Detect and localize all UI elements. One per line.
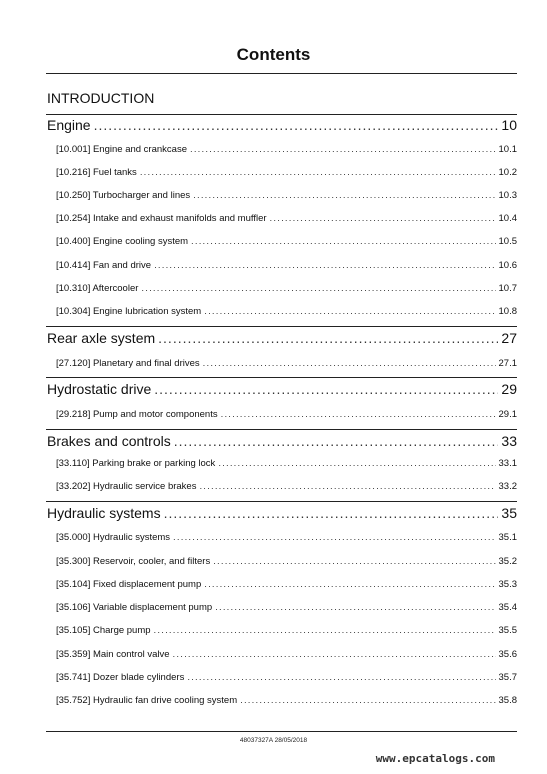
entry-page: 27.1 <box>498 358 517 369</box>
toc-entry-35-300[interactable] <box>56 556 517 567</box>
dot-leader <box>215 602 495 613</box>
dot-leader <box>218 458 495 469</box>
entry-page: 35.2 <box>498 556 517 567</box>
entry-title: [35.104] Fixed displacement pump <box>56 579 202 590</box>
entry-title: [35.106] Variable displacement pump <box>56 602 213 613</box>
toc-entry-35-106[interactable] <box>56 602 517 613</box>
entry-page: 10.8 <box>498 306 517 317</box>
dot-leader <box>187 672 495 683</box>
toc-entry-10-250[interactable] <box>56 190 517 201</box>
toc-entry-35-741[interactable] <box>56 672 517 683</box>
toc-entry-27-120[interactable] <box>56 358 517 369</box>
entry-title: [10.400] Engine cooling system <box>56 236 189 247</box>
toc-entry-10-216[interactable] <box>56 167 517 178</box>
dot-leader <box>154 381 498 397</box>
toc-entry-33-202[interactable] <box>56 481 517 492</box>
toc-entry-35-105[interactable] <box>56 625 517 636</box>
toc-entry-35-104[interactable] <box>56 579 517 590</box>
dot-leader <box>158 330 498 346</box>
entry-page: 35.5 <box>498 625 517 636</box>
entry-page: 35.4 <box>498 602 517 613</box>
chapter-divider <box>46 114 517 115</box>
entry-title: [10.304] Engine lubrication system <box>56 306 202 317</box>
toc-entry-10-304[interactable] <box>56 306 517 317</box>
document-id: 48037327A 28/05/2018 <box>239 737 308 744</box>
dot-leader <box>270 213 496 224</box>
dot-leader <box>213 556 495 567</box>
entry-page: 35.6 <box>498 649 517 660</box>
entry-page: 10.4 <box>498 213 517 224</box>
toc-entry-35-000[interactable] <box>56 532 517 543</box>
chapter-page: 29 <box>501 381 517 397</box>
chapter-divider <box>46 501 517 502</box>
toc-entry-10-001[interactable] <box>56 144 517 155</box>
dot-leader <box>141 283 495 294</box>
dot-leader <box>154 260 495 271</box>
dot-leader <box>204 306 495 317</box>
chapter-brakes-and-controls[interactable] <box>47 433 517 449</box>
entry-title: [35.741] Dozer blade cylinders <box>56 672 185 683</box>
toc-entry-33-110[interactable] <box>56 458 517 469</box>
entry-page: 10.7 <box>498 283 517 294</box>
dot-leader <box>174 433 499 449</box>
dot-leader <box>204 579 495 590</box>
chapter-hydraulic-systems[interactable] <box>47 505 517 521</box>
entry-page: 10.3 <box>498 190 517 201</box>
title-divider <box>46 73 517 74</box>
entry-page: 10.1 <box>498 144 517 155</box>
toc-entry-10-254[interactable] <box>56 213 517 224</box>
entry-title: [10.254] Intake and exhaust manifolds and muffler <box>56 213 267 224</box>
entry-page: 35.8 <box>498 695 517 706</box>
toc-entry-10-414[interactable] <box>56 260 517 271</box>
chapter-page: 10 <box>501 117 517 133</box>
entry-page: 29.1 <box>498 409 517 420</box>
entry-page: 35.3 <box>498 579 517 590</box>
chapter-page: 33 <box>501 433 517 449</box>
dot-leader <box>221 409 496 420</box>
entry-title: [10.310] Aftercooler <box>56 283 139 294</box>
entry-title: [35.359] Main control valve <box>56 649 170 660</box>
toc-entry-10-400[interactable] <box>56 236 517 247</box>
toc-entry-35-359[interactable] <box>56 649 517 660</box>
dot-leader <box>191 236 495 247</box>
entry-title: [10.001] Engine and crankcase <box>56 144 187 155</box>
chapter-divider <box>46 377 517 378</box>
dot-leader <box>190 144 496 155</box>
entry-page: 10.2 <box>498 167 517 178</box>
entry-title: [10.250] Turbocharger and lines <box>56 190 191 201</box>
page-title: Contents <box>236 45 311 64</box>
dot-leader <box>199 481 495 492</box>
entry-title: [33.202] Hydraulic service brakes <box>56 481 197 492</box>
dot-leader <box>94 117 499 133</box>
watermark: www.epcatalogs.com <box>375 752 495 765</box>
entry-title: [33.110] Parking brake or parking lock <box>56 458 216 469</box>
entry-title: [35.105] Charge pump <box>56 625 151 636</box>
entry-page: 35.7 <box>498 672 517 683</box>
chapter-divider <box>46 326 517 327</box>
chapter-engine[interactable] <box>47 117 517 133</box>
entry-title: [35.300] Reservoir, cooler, and filters <box>56 556 211 567</box>
entry-title: [29.218] Pump and motor components <box>56 409 218 420</box>
dot-leader <box>193 190 495 201</box>
entry-page: 10.5 <box>498 236 517 247</box>
toc-entry-35-752[interactable] <box>56 695 517 706</box>
chapter-hydrostatic-drive[interactable] <box>47 381 517 397</box>
chapter-divider <box>46 429 517 430</box>
entry-title: [10.414] Fan and drive <box>56 260 152 271</box>
entry-title: [35.000] Hydraulic systems <box>56 532 171 543</box>
introduction-link[interactable]: INTRODUCTION <box>47 90 155 106</box>
entry-title: [10.216] Fuel tanks <box>56 167 137 178</box>
entry-page: 33.2 <box>498 481 517 492</box>
dot-leader <box>173 649 496 660</box>
chapter-title: Brakes and controls <box>47 433 171 449</box>
entry-page: 33.1 <box>498 458 517 469</box>
footer-divider <box>46 731 517 732</box>
entry-title: [27.120] Planetary and final drives <box>56 358 200 369</box>
dot-leader <box>164 505 499 521</box>
dot-leader <box>154 625 496 636</box>
toc-entry-29-218[interactable] <box>56 409 517 420</box>
entry-page: 35.1 <box>498 532 517 543</box>
chapter-rear-axle-system[interactable] <box>47 330 517 346</box>
chapter-page: 27 <box>501 330 517 346</box>
chapter-title: Hydrostatic drive <box>47 381 152 397</box>
entry-page: 10.6 <box>498 260 517 271</box>
chapter-page: 35 <box>501 505 517 521</box>
dot-leader <box>173 532 495 543</box>
chapter-title: Engine <box>47 117 91 133</box>
dot-leader <box>203 358 496 369</box>
dot-leader <box>140 167 496 178</box>
dot-leader <box>240 695 495 706</box>
chapter-title: Hydraulic systems <box>47 505 161 521</box>
entry-title: [35.752] Hydraulic fan drive cooling system <box>56 695 238 706</box>
toc-entry-10-310[interactable] <box>56 283 517 294</box>
chapter-title: Rear axle system <box>47 330 156 346</box>
